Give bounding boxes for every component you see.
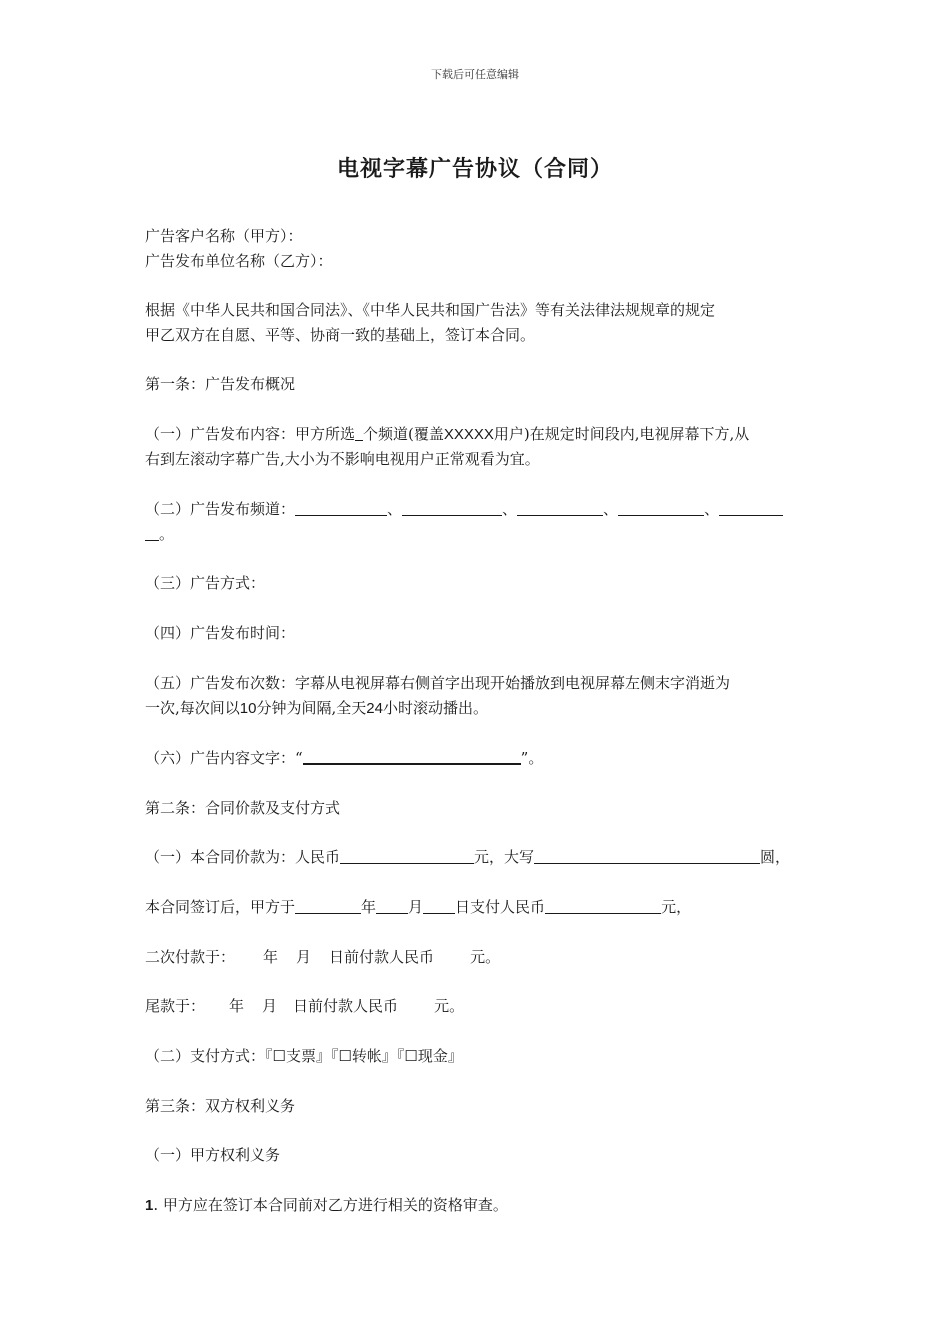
second-payment xyxy=(145,945,810,970)
article-2-heading: 第二条：合同价款及支付方式 xyxy=(145,799,341,817)
separator: 、 xyxy=(704,500,720,518)
channel-blank-4[interactable] xyxy=(618,498,704,516)
clause-text: 分钟为间隔,全天 xyxy=(256,699,367,717)
price-rmb-blank[interactable] xyxy=(340,846,474,864)
signing-payment xyxy=(145,895,810,920)
clause-text: （一）广告发布内容：甲方所选 xyxy=(145,425,356,443)
price-capital-blank[interactable] xyxy=(534,846,760,864)
final-payment xyxy=(145,994,810,1019)
separator: 、 xyxy=(387,500,403,518)
payment-method: （二）支付方式：『☐支票』『☐转帐』『☐现金』 xyxy=(145,1047,463,1065)
clause-text: 本合同签订后，甲方于 xyxy=(145,898,296,916)
item-1 xyxy=(145,1193,810,1218)
clause-text: 一次,每次间以 xyxy=(145,699,240,717)
clause-1-5-line-2 xyxy=(145,696,810,721)
clause-1-6 xyxy=(145,746,810,771)
year-blank[interactable] xyxy=(295,896,361,914)
hours-value: 24 xyxy=(366,700,383,717)
clause-1-1 xyxy=(145,422,810,447)
clause-text: 年 xyxy=(361,898,377,916)
clause-text: （一）本合同价款为：人民币 xyxy=(145,848,341,866)
clause-end: 。 xyxy=(159,525,175,543)
clause-text: 个频道(覆盖 xyxy=(363,425,444,443)
channel-blank-5[interactable] xyxy=(719,498,783,516)
clause-text: 二次付款于： xyxy=(145,948,236,966)
intro-line-1: 根据《中华人民共和国合同法》、《中华人民共和国广告法》等有关法律法规规章的规定 xyxy=(145,301,716,319)
clause-3-1: （一）甲方权利义务 xyxy=(145,1146,281,1164)
article-3-heading: 第三条：双方权利义务 xyxy=(145,1097,296,1115)
page-header-note: 下载后可任意编辑 xyxy=(431,68,519,81)
clause-1-5: （五）广告发布次数：字幕从电视屏幕右侧首字出现开始播放到电视屏幕左侧末字消逝为 xyxy=(145,674,731,692)
clause-text: 年 xyxy=(263,948,279,966)
intro-line-2: 甲乙双方在自愿、平等、协商一致的基础上，签订本合同。 xyxy=(145,326,536,344)
channel-blank-5-cont[interactable] xyxy=(145,523,159,541)
clause-text: 日支付人民币 xyxy=(455,898,546,916)
clause-text: 日前付款人民币 xyxy=(329,948,435,966)
clause-1-3: （三）广告方式： xyxy=(145,574,266,592)
clause-1-1-line-2: 右到左滚动字幕广告,大小为不影响电视用户正常观看为宜。 xyxy=(145,450,540,468)
clause-text: 月 xyxy=(408,898,424,916)
clause-1-2 xyxy=(145,497,810,522)
item-text: . 甲方应在签订本合同前对乙方进行相关的资格审查。 xyxy=(153,1196,508,1214)
channel-count-blank[interactable] xyxy=(355,423,363,441)
item-number: 1 xyxy=(145,1197,154,1214)
clause-text: 元， xyxy=(661,898,692,916)
clause-text: 圆， xyxy=(760,848,791,866)
interval-minutes: 10 xyxy=(239,700,257,717)
channel-blank-1[interactable] xyxy=(295,498,387,516)
clause-text: （六）广告内容文字：“ xyxy=(145,749,303,767)
separator: 、 xyxy=(502,500,518,518)
clause-text: 小时滚动播出。 xyxy=(382,699,488,717)
clause-text: 尾款于： xyxy=(145,997,206,1015)
clause-text: 月 xyxy=(262,997,278,1015)
clause-text: 用户)在规定时间段内,电视屏幕下方,从 xyxy=(493,425,750,443)
clause-text: 元，大写 xyxy=(474,848,535,866)
clause-text: 月 xyxy=(296,948,312,966)
ad-text-blank[interactable] xyxy=(303,746,521,765)
channel-blank-2[interactable] xyxy=(402,498,502,516)
party-b-label: 广告发布单位名称（乙方）： xyxy=(145,252,333,270)
article-1-heading: 第一条：广告发布概况 xyxy=(145,375,296,393)
clause-text: 年 xyxy=(229,997,245,1015)
clause-text: 元。 xyxy=(434,997,465,1015)
document-title: 电视字幕广告协议（合同） xyxy=(336,156,613,182)
amount-blank[interactable] xyxy=(545,896,661,914)
separator: 、 xyxy=(603,500,619,518)
clause-text: 元。 xyxy=(470,948,501,966)
clause-1-4: （四）广告发布时间： xyxy=(145,624,296,642)
clause-text: ”。 xyxy=(520,749,544,767)
users-placeholder: XXXXX xyxy=(443,426,494,443)
day-blank[interactable] xyxy=(423,896,455,914)
channel-blank-3[interactable] xyxy=(517,498,603,516)
clause-2-1 xyxy=(145,845,810,870)
clause-text: （二）广告发布频道： xyxy=(145,500,296,518)
clause-1-2-line-2 xyxy=(145,522,810,547)
month-blank[interactable] xyxy=(376,896,408,914)
clause-text: 日前付款人民币 xyxy=(293,997,399,1015)
party-a-label: 广告客户名称（甲方）： xyxy=(145,227,303,245)
